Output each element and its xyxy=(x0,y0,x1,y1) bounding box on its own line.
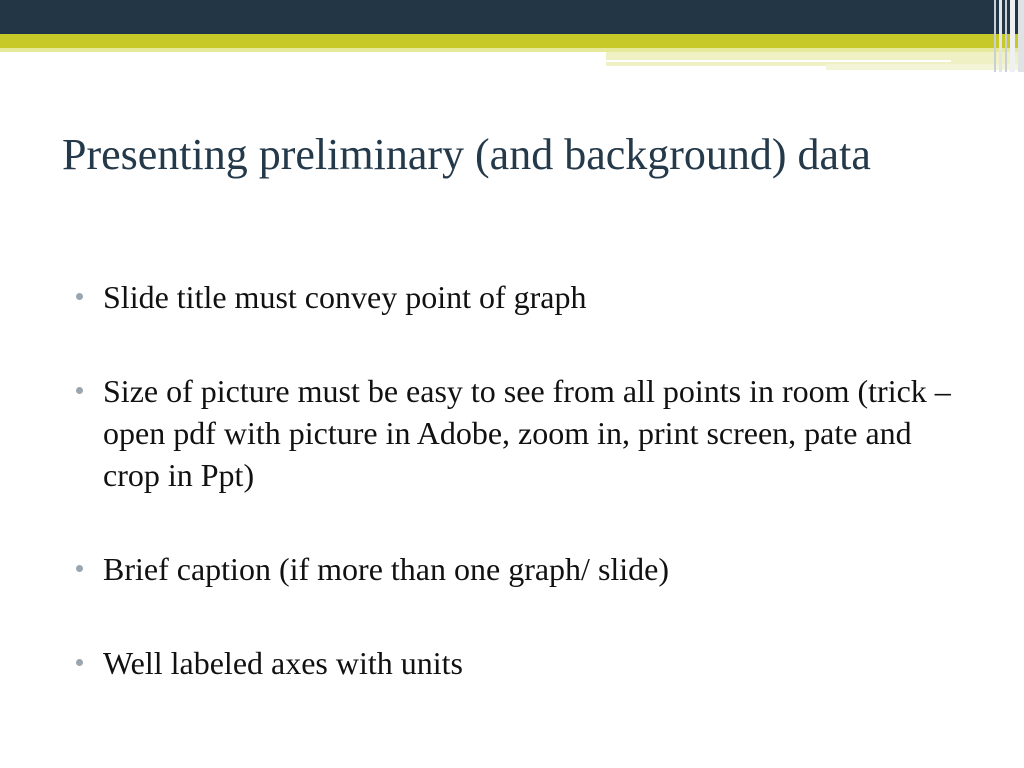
slide-title: Presenting preliminary (and background) data xyxy=(62,130,871,179)
vertical-stripe xyxy=(999,0,1002,72)
bullet-item xyxy=(70,276,970,318)
header-accent-band xyxy=(0,34,1024,48)
bullet-item xyxy=(70,548,970,590)
bullet-text: Size of picture must be easy to see from all points in room (trick – open pdf with picture in Adobe, zoom in, print screen, pate and crop in Ppt) xyxy=(103,373,951,493)
bullet-item xyxy=(70,642,970,684)
header-right-strip-line xyxy=(606,60,951,62)
header-vertical-stripes xyxy=(988,0,1024,72)
vertical-stripe xyxy=(1005,0,1007,72)
bullet-list xyxy=(70,276,970,736)
header-dark-band xyxy=(0,0,1024,34)
bullet-text: Brief caption (if more than one graph/ slide) xyxy=(103,551,670,587)
bullet-text: Slide title must convey point of graph xyxy=(103,279,587,315)
vertical-stripe xyxy=(1010,0,1015,72)
bullet-item xyxy=(70,370,970,496)
bullet-text: Well labeled axes with units xyxy=(103,645,463,681)
bullet-dot-icon xyxy=(76,293,83,300)
bullet-dot-icon xyxy=(76,565,83,572)
vertical-stripe xyxy=(994,0,996,72)
bullet-dot-icon xyxy=(76,659,83,666)
vertical-stripe xyxy=(1018,0,1024,72)
bullet-dot-icon xyxy=(76,387,83,394)
